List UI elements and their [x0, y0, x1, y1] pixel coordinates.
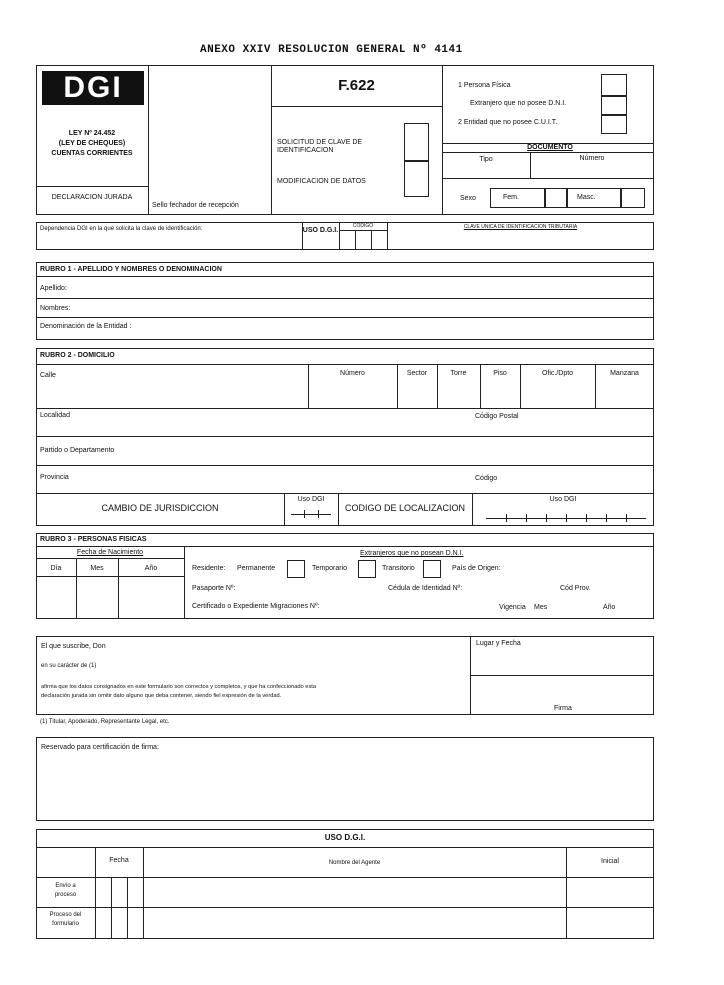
modificacion-checkbox[interactable]	[404, 161, 429, 197]
fem-label: Fem.	[503, 194, 519, 201]
permanente-label: Permanente	[237, 565, 276, 572]
numero-label: Número	[340, 370, 365, 377]
vigencia-anio-label: Año	[603, 604, 616, 611]
afirma-line-2: declaración jurada sin omitir dato alguno que deba contener, siendo fiel expresión de la verdad.	[41, 693, 282, 699]
uso-dgi-dependencia	[302, 227, 339, 235]
transitorio-label: Transitorio	[382, 565, 415, 572]
inicial-header: Inicial	[601, 858, 619, 865]
provincia-label: Provincia	[40, 474, 69, 481]
nombres-label: Nombres:	[40, 305, 71, 312]
residente-label: Residente:	[192, 565, 226, 572]
anio-label: Año	[144, 565, 158, 572]
dia-label: Día	[50, 565, 62, 572]
row-envio-line1: Envío a	[55, 883, 76, 889]
dgi-logo	[42, 71, 144, 105]
reservado-label: Reservado para certificación de firma:	[41, 744, 159, 751]
row-proceso-line1: Proceso del	[49, 912, 82, 918]
uso-dgi-localizacion: Uso DGI	[549, 496, 577, 503]
localidad-label: Localidad	[40, 412, 70, 419]
calle-label: Calle	[40, 372, 56, 379]
rubro1-title: RUBRO 1 - APELLIDO Y NOMBRES O DENOMINACION	[40, 266, 222, 273]
fecha-col-header: Fecha	[109, 857, 129, 864]
lugar-fecha-label: Lugar y Fecha	[476, 640, 521, 647]
uso-dgi-table	[36, 829, 654, 939]
dependencia-label: Dependencia DGI en la que solicita la clave de identificación:	[40, 226, 203, 232]
cod-prov-label: Cód Prov.	[560, 585, 591, 592]
solicitud-text: SOLICITUD DE CLAVE DE IDENTIFICACION	[277, 139, 363, 154]
codigo-localizacion-label: CODIGO DE LOCALIZACION	[344, 503, 466, 513]
vigencia-mes-label: Mes	[534, 604, 548, 611]
sector-label: Sector	[406, 370, 428, 377]
modificacion-label: MODIFICACION DE DATOS	[277, 178, 366, 185]
doc-tipo-label: Tipo	[479, 156, 493, 163]
masc-checkbox[interactable]	[621, 188, 645, 208]
fecha-nacimiento-label: Fecha de Nacimiento	[76, 549, 144, 556]
firma-label: Firma	[554, 705, 572, 712]
uso-dgi-text: USO D.G.I.	[302, 227, 339, 234]
law-line-1: LEY Nº 24.452	[68, 130, 116, 137]
page-title: ANEXO XXIV RESOLUCION GENERAL Nº 4141	[200, 44, 463, 56]
row-proceso-line2: formulario	[52, 921, 79, 927]
permanente-checkbox[interactable]	[287, 560, 305, 578]
fem-checkbox[interactable]	[545, 188, 567, 208]
extranjero-checkbox[interactable]	[601, 96, 627, 115]
law-line-3: CUENTAS CORRIENTES	[51, 150, 133, 157]
declaracion-jurada-label: DECLARACION JURADA	[51, 194, 133, 201]
solicitud-label	[277, 139, 397, 155]
uso-dgi-jurisdiccion: Uso DGI	[297, 496, 325, 503]
piso-label: Piso	[493, 370, 507, 377]
caracter-label: en su carácter de (1)	[41, 663, 97, 669]
uso-dgi-title: USO D.G.I.	[324, 833, 366, 842]
denominacion-label: Denominación de la Entidad :	[40, 323, 132, 330]
transitorio-checkbox[interactable]	[423, 560, 441, 578]
solicitud-checkbox[interactable]	[404, 123, 429, 161]
codigo-postal-label: Código Postal	[475, 413, 519, 420]
doc-numero-label: Número	[579, 155, 605, 162]
suscribe-label: El que suscribe, Don	[41, 643, 106, 650]
option-entidad: 2 Entidad que no posee C.U.I.T.	[458, 119, 558, 126]
documento-label: DOCUMENTO	[527, 144, 573, 151]
option-extranjero: Extranjero que no posee D.N.I.	[470, 100, 567, 107]
law-line-2: (LEY DE CHEQUES)	[58, 140, 126, 147]
nombre-agente-header: Nombre del Agente	[328, 860, 381, 866]
mes-label: Mes	[90, 565, 104, 572]
pasaporte-label: Pasaporte Nº:	[192, 585, 236, 592]
torre-label: Torre	[450, 370, 467, 377]
dgi-logo-text: DGI	[63, 71, 123, 104]
vigencia-label: Vigencia	[499, 604, 526, 611]
entidad-checkbox[interactable]	[601, 115, 627, 134]
persona-fisica-checkbox[interactable]	[601, 74, 627, 96]
cedula-label: Cédula de Identidad Nº:	[388, 585, 463, 592]
row-envio-line2: proceso	[54, 892, 77, 898]
temporario-label: Temporario	[312, 565, 348, 572]
rubro2-title: RUBRO 2 - DOMICILIO	[40, 352, 115, 359]
partido-label: Partido o Departamento	[40, 447, 115, 454]
certificado-label: Certificado o Expediente Migraciones Nº:	[192, 603, 320, 610]
ofic-label: Ofic./Dpto	[541, 370, 574, 377]
nota-label: (1) Titular, Apoderado, Representante Legal, etc.	[40, 719, 170, 725]
rubro3-title: RUBRO 3 - PERSONAS FISICAS	[40, 536, 147, 543]
cuit-label: CLAVE UNICA DE IDENTIFICACION TRIBUTARIA	[463, 224, 578, 230]
form-code: F.622	[338, 77, 375, 94]
temporario-checkbox[interactable]	[358, 560, 376, 578]
option-persona-fisica: 1 Persona Física	[458, 82, 511, 89]
afirma-line-1: afirma que los datos consignados en este formulario son correctos y completos, y que ha confeccionado esta	[41, 684, 317, 690]
codigo-label: CODIGO	[352, 223, 374, 229]
manzana-label: Manzana	[610, 370, 639, 377]
cambio-jurisdiccion-label: CAMBIO DE JURISDICCION	[101, 503, 219, 513]
apellido-label: Apellido:	[40, 285, 67, 292]
pais-origen-label: País de Origen:	[452, 565, 501, 572]
sexo-label: Sexo	[460, 195, 476, 202]
extranjeros-label: Extranjeros que no posean D.N.I.	[360, 550, 464, 557]
codigo-prov-label: Código	[475, 475, 498, 482]
sello-label: Sello fechador de recepción	[152, 202, 239, 209]
masc-label: Masc.	[577, 194, 596, 201]
